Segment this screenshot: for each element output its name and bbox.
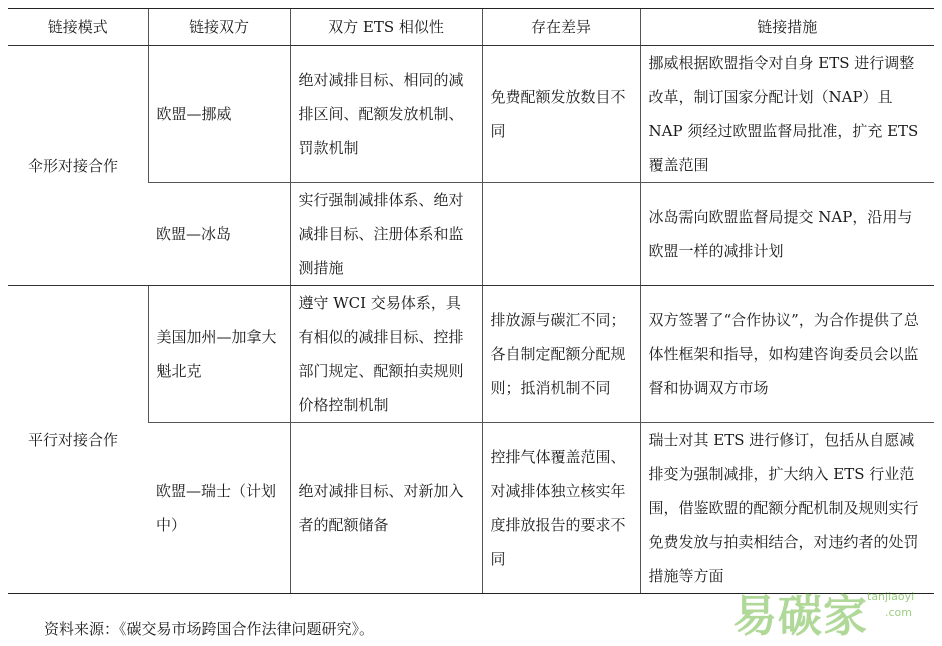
table-row xyxy=(8,46,934,183)
header-measures: 链接措施 xyxy=(640,9,934,46)
watermark-suffix: .com xyxy=(885,606,912,619)
parties-cell: 欧盟—挪威 xyxy=(148,46,290,183)
header-difference: 存在差异 xyxy=(482,9,640,46)
mode-cell-parallel: 平行对接合作 xyxy=(8,286,148,594)
parties-cell: 欧盟—冰岛 xyxy=(148,183,290,286)
difference-cell xyxy=(482,183,640,286)
measures-cell: 挪威根据欧盟指令对自身 ETS 进行调整改革，制订国家分配计划（NAP）且 NAP 须经过欧盟监督局批准，扩充 ETS 覆盖范围 xyxy=(640,46,934,183)
difference-cell: 免费配额发放数目不同 xyxy=(482,46,640,183)
source-note: 资料来源：《碳交易市场跨国合作法律问题研究》。 xyxy=(44,620,375,638)
similarity-cell: 绝对减排目标、相同的减排区间、配额发放机制、罚款机制 xyxy=(290,46,482,183)
parties-cell: 美国加州—加拿大魁北克 xyxy=(148,286,290,423)
watermark-text: 易碳家 xyxy=(733,591,868,642)
linkage-table xyxy=(8,8,934,594)
header-similarity: 双方 ETS 相似性 xyxy=(290,9,482,46)
measures-cell: 双方签署了“合作协议”，为合作提供了总体性框架和指导，如构建咨询委员会以监督和协调双方市场 xyxy=(640,286,934,423)
similarity-cell: 遵守 WCI 交易体系，具有相似的减排目标、控排部门规定、配额拍卖规则价格控制机制 xyxy=(290,286,482,423)
difference-cell: 控排气体覆盖范围、对减排体独立核实年度排放报告的要求不同 xyxy=(482,423,640,594)
mode-cell-umbrella: 伞形对接合作 xyxy=(8,46,148,286)
header-mode: 链接模式 xyxy=(8,9,148,46)
measures-cell: 冰岛需向欧盟监督局提交 NAP，沿用与欧盟一样的减排计划 xyxy=(640,183,934,286)
measures-cell: 瑞士对其 ETS 进行修订，包括从自愿减排变为强制减排，扩大纳入 ETS 行业范围，借鉴欧盟的配额分配机制及规则实行免费发放与拍卖相结合，对违约者的处罚措施等方面 xyxy=(640,423,934,594)
similarity-cell: 实行强制减排体系、绝对减排目标、注册体系和监测措施 xyxy=(290,183,482,286)
difference-cell: 排放源与碳汇不同；各自制定配额分配规则；抵消机制不同 xyxy=(482,286,640,423)
similarity-cell: 绝对减排目标、对新加入者的配额储备 xyxy=(290,423,482,594)
header-row xyxy=(8,9,934,46)
watermark-domain: tanjiaoyi xyxy=(867,590,915,603)
parties-cell: 欧盟—瑞士（计划中） xyxy=(148,423,290,594)
header-parties: 链接双方 xyxy=(148,9,290,46)
table-row xyxy=(8,286,934,423)
